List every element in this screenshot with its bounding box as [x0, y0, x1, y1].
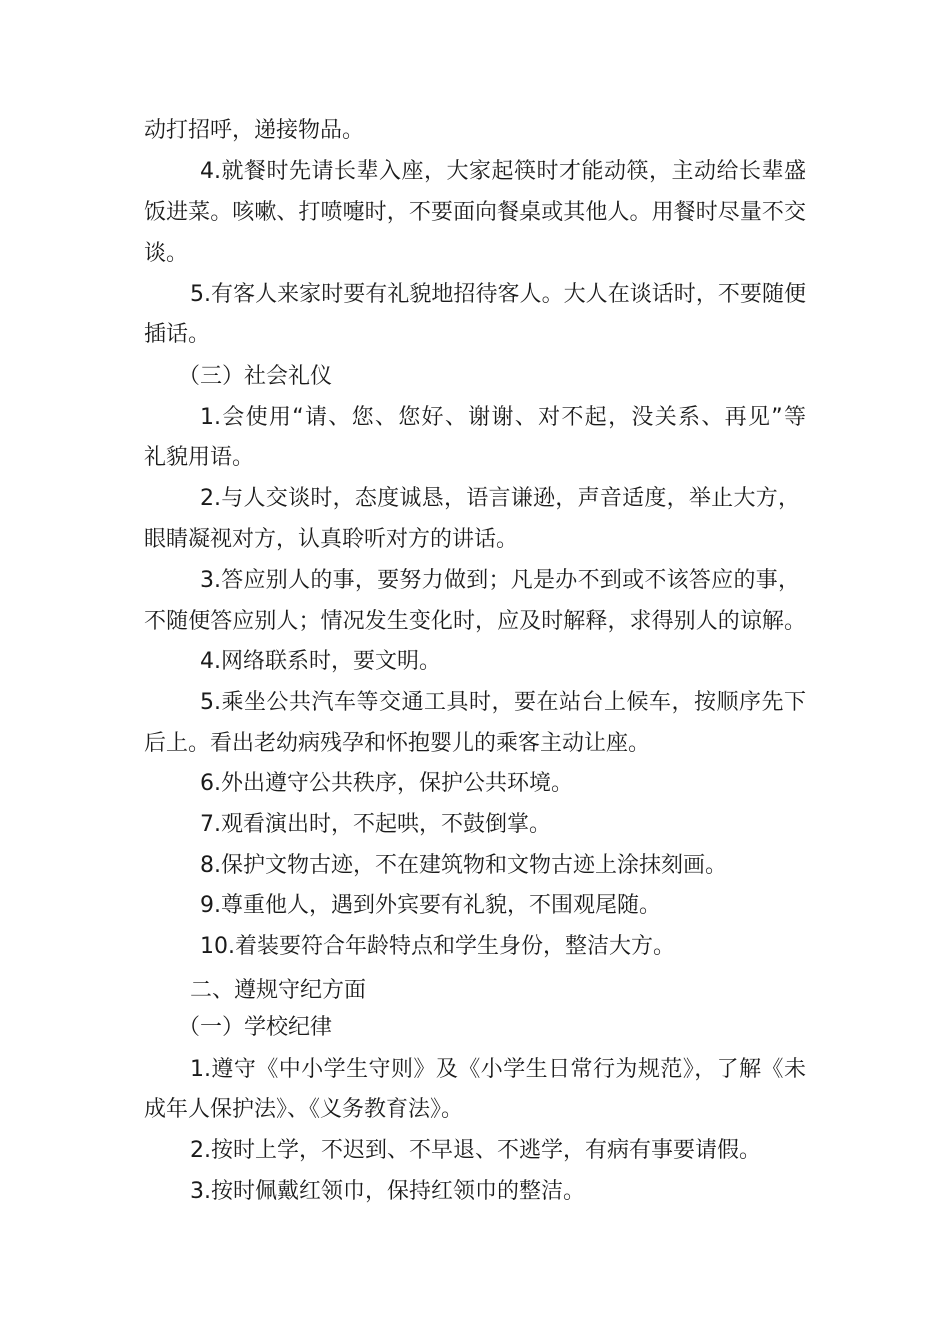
text-line: 插话。	[144, 322, 211, 347]
text-line: 后上。看出老幼病残孕和怀抱婴儿的乘客主动让座。	[144, 731, 651, 756]
text-line: 1.遵守《中小学生守则》及《小学生日常行为规范》，了解《未	[190, 1057, 806, 1082]
text-line: 5.乘坐公共汽车等交通工具时，要在站台上候车，按顺序先下	[200, 690, 806, 715]
section-heading: （三）社会礼仪	[178, 364, 333, 389]
text-line: 3.按时佩戴红领巾，保持红领巾的整洁。	[190, 1179, 585, 1204]
text-line: 眼睛凝视对方，认真聆听对方的讲话。	[144, 527, 519, 552]
text-line: 10.着装要符合年龄特点和学生身份，整洁大方。	[200, 934, 675, 959]
section-heading: （一）学校纪律	[178, 1015, 333, 1040]
text-line: 8.保护文物古迹，不在建筑物和文物古迹上涂抹刻画。	[200, 853, 727, 878]
text-line: 4.就餐时先请长辈入座，大家起筷时才能动筷，主动给长辈盛	[200, 159, 806, 184]
text-line: 2.按时上学，不迟到、不早退、不逃学，有病有事要请假。	[190, 1138, 761, 1163]
text-line: 7.观看演出时，不起哄，不鼓倒掌。	[200, 812, 551, 837]
text-line: 谈。	[144, 241, 189, 266]
text-line: 饭进菜。咳嗽、打喷嚏时，不要面向餐桌或其他人。用餐时尽量不交	[144, 200, 806, 225]
text-line: 动打招呼，递接物品。	[144, 118, 365, 143]
text-line: 礼貌用语。	[144, 445, 255, 470]
text-line: 6.外出遵守公共秩序，保护公共环境。	[200, 771, 573, 796]
text-line: 3.答应别人的事，要努力做到；凡是办不到或不该答应的事，	[200, 568, 800, 593]
text-line: 成年人保护法》、《义务教育法》。	[144, 1097, 464, 1122]
text-line: 4.网络联系时，要文明。	[200, 649, 441, 674]
text-line: 2.与人交谈时，态度诚恳，语言谦逊，声音适度，举止大方，	[200, 486, 800, 511]
text-line: 不随便答应别人；情况发生变化时，应及时解释，求得别人的谅解。	[144, 609, 806, 634]
section-heading: 二、遵规守纪方面	[190, 978, 367, 1003]
text-line: 9.尊重他人，遇到外宾要有礼貌，不围观尾随。	[200, 893, 661, 918]
text-line: 1.会使用“请、您、您好、谢谢、对不起，没关系、再见”等	[200, 405, 806, 430]
text-line: 5.有客人来家时要有礼貌地招待客人。大人在谈话时，不要随便	[190, 282, 806, 307]
